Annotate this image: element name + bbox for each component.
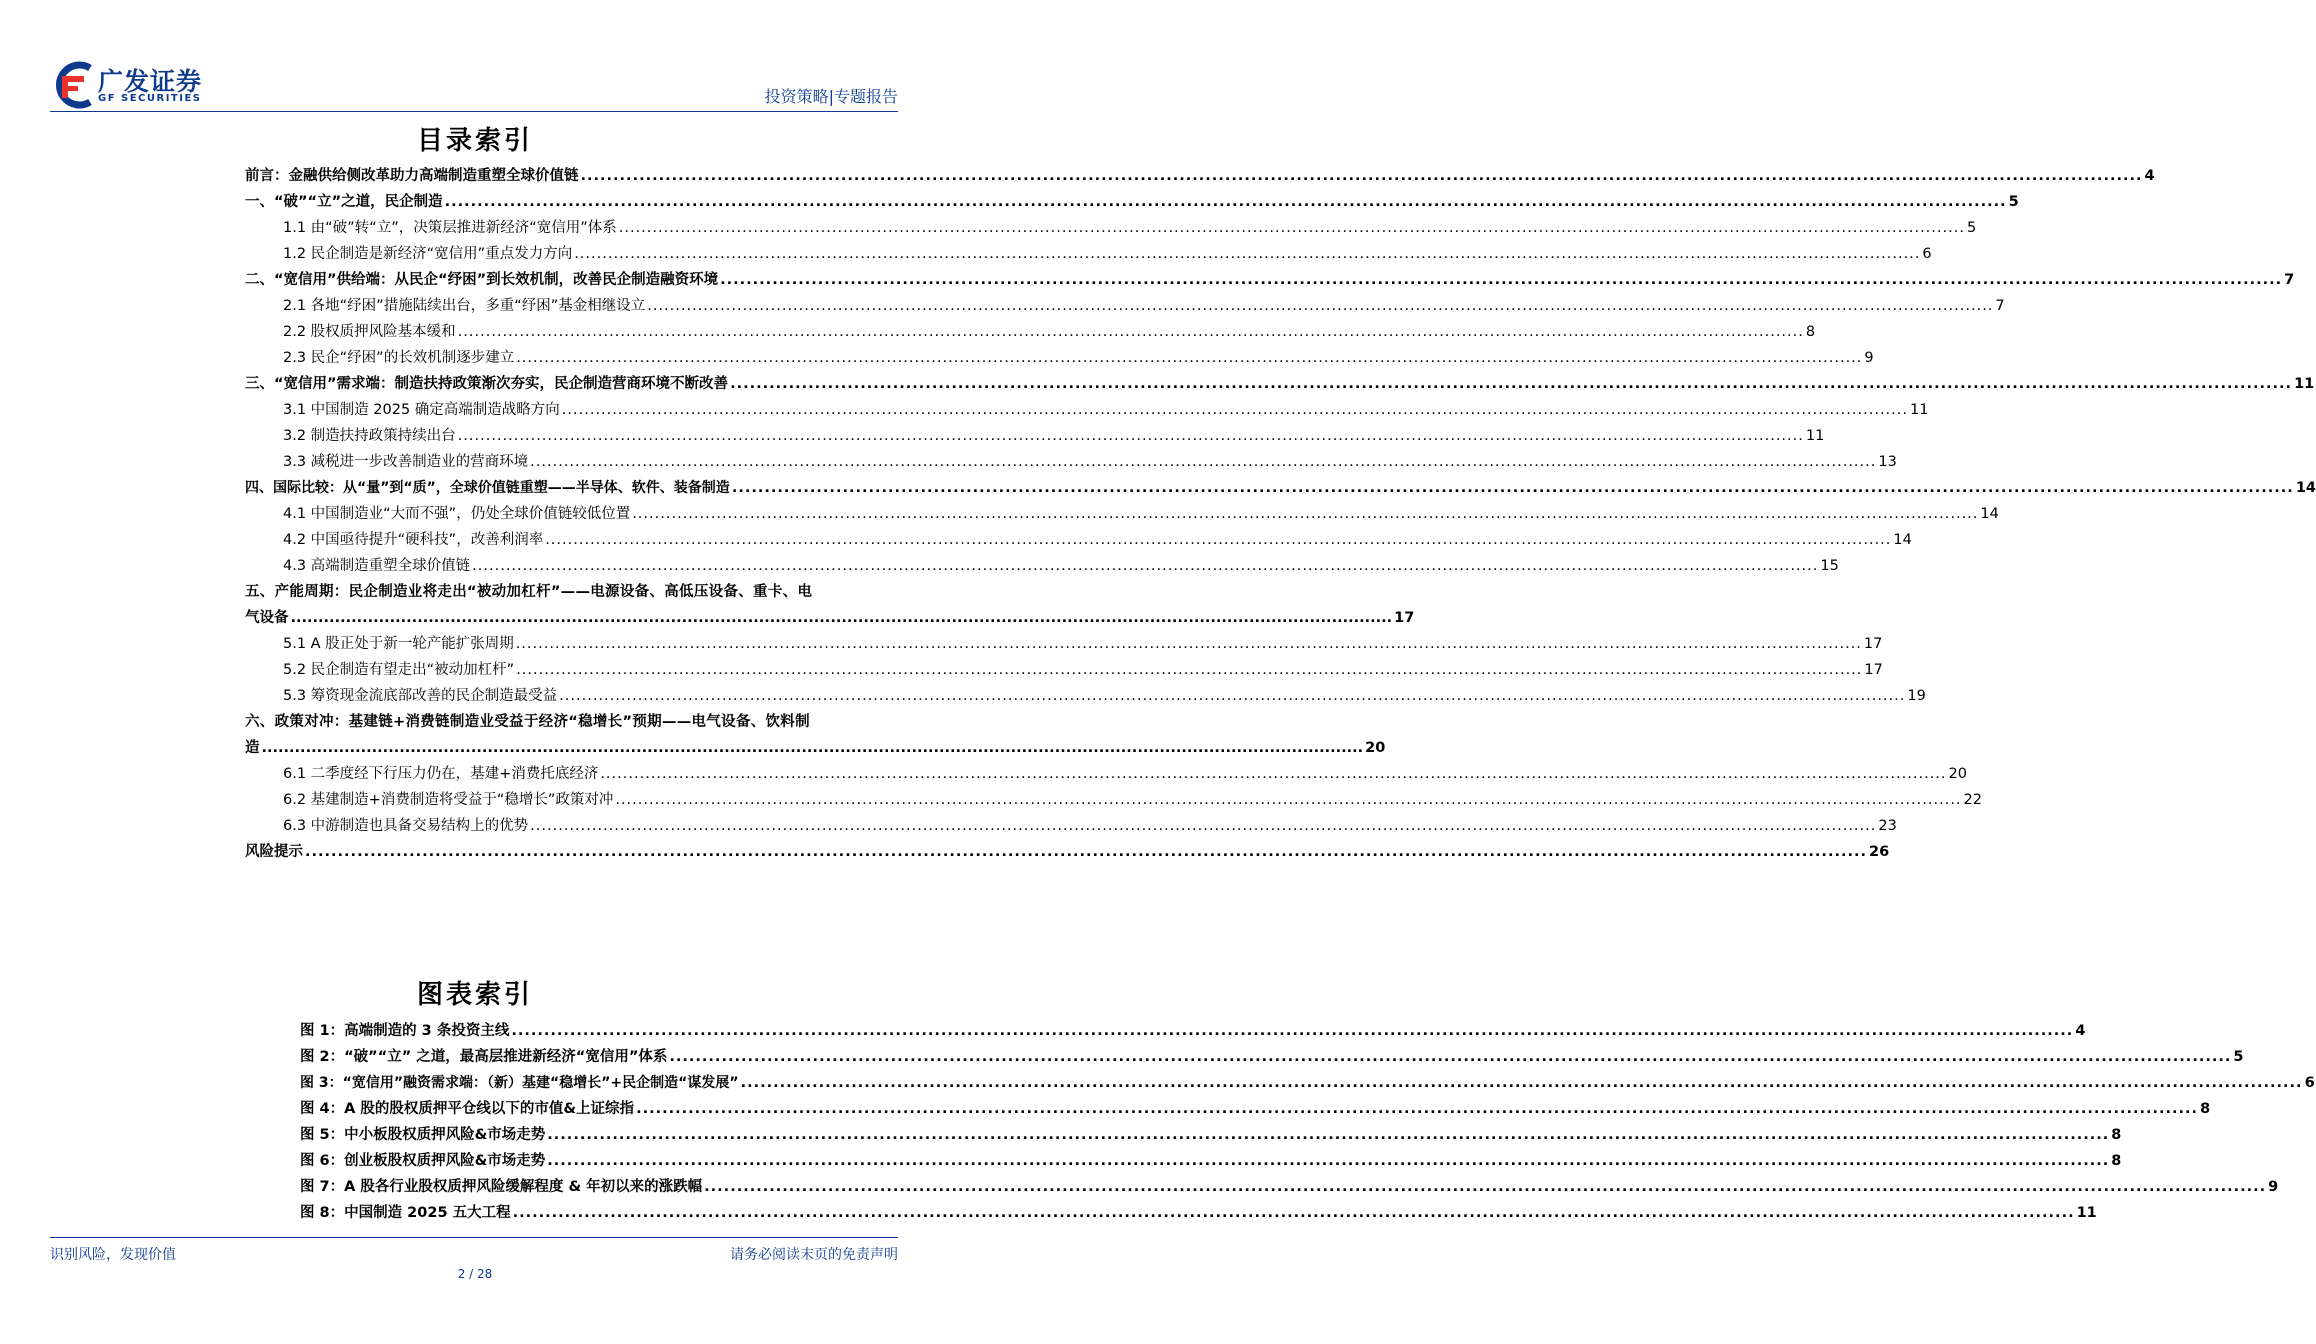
toc-entry-page: 17 <box>1864 662 1883 678</box>
toc-entry-page: 5 <box>1966 220 1977 236</box>
toc-entry-page: 17 <box>1863 636 1883 652</box>
toc-entry-title: 4.1 中国制造业“大而不强”，仍处全球价值链较低位置 <box>283 506 631 522</box>
toc-entry-page: 8 <box>1805 324 1816 340</box>
toc-entry-title-line2: 造 <box>245 740 260 756</box>
toc-entry[interactable] <box>245 371 2315 397</box>
figure-entry[interactable] <box>300 1070 2315 1096</box>
gf-securities-logo <box>50 62 210 110</box>
figure-entry-title: 图 4：A 股的股权质押平仓线以下的市值&上证综指 <box>300 1101 635 1117</box>
figure-entry-page: 8 <box>2111 1127 2122 1143</box>
report-type-label: 投资策略|专题报告 <box>764 87 898 106</box>
toc-entry-title-line1: 五、产能周期：民企制造业将走出“被动加杠杆”——电源设备、高低压设备、重卡、电 <box>245 584 813 600</box>
footer-disclaimer-link[interactable]: 请务必阅读末页的免责声明 <box>730 1247 898 1263</box>
toc-entry[interactable] <box>245 501 1999 527</box>
figure-entry-title: 图 7：A 股各行业股权质押风险缓解程度 & 年初以来的涨跌幅 <box>300 1179 703 1195</box>
toc-entry[interactable] <box>245 319 1816 345</box>
toc-entry-title-line1: 六、政策对冲：基建链+消费链制造业受益于经济“稳增长”预期——电气设备、饮料制 <box>245 714 810 730</box>
toc-entry-page: 9 <box>1864 350 1874 366</box>
figure-entry[interactable] <box>300 1096 2211 1122</box>
figure-entry[interactable] <box>300 1148 2122 1174</box>
toc-entry-page: 14 <box>2295 480 2316 496</box>
toc-entry-title: 3.3 减税进一步改善制造业的营商环境 <box>283 454 529 470</box>
figure-entry-title: 图 1：高端制造的 3 条投资主线 <box>300 1023 510 1039</box>
logo-text-cn: 广发证券 <box>98 67 203 96</box>
toc-entry[interactable] <box>245 631 1883 657</box>
toc-entry-page: 5 <box>2008 194 2019 210</box>
toc-entry-page: 11 <box>1805 428 1825 444</box>
toc-entry-title: 一、“破”“立”之道，民企制造 <box>245 194 443 210</box>
toc-entry-title: 1.1 由“破”转“立”，决策层推进新经济“宽信用”体系 <box>283 220 617 236</box>
toc-entry[interactable] <box>245 683 1926 709</box>
toc-entry[interactable] <box>245 163 2155 189</box>
page-number: 2 / 28 <box>457 1267 493 1281</box>
toc-entry-page: 19 <box>1907 688 1926 704</box>
figure-entry-title: 图 3：“宽信用”融资需求端：（新）基建“稳增长”+民企制造“谋发展” <box>300 1075 739 1091</box>
toc-entry[interactable] <box>245 813 1897 839</box>
toc-entry-page: 17 <box>1394 610 1415 626</box>
figure-entry-title: 图 2：“破”“立” 之道，最高层推进新经济“宽信用”体系 <box>300 1049 668 1065</box>
toc-entry[interactable] <box>245 397 1929 423</box>
figure-entry-page: 11 <box>2076 1205 2097 1221</box>
footer-slogan: 识别风险，发现价值 <box>50 1247 176 1263</box>
toc-entry-title: 1.2 民企制造是新经济“宽信用”重点发力方向 <box>283 246 573 262</box>
figure-entry-page: 8 <box>2111 1153 2122 1169</box>
toc-entry-title: 三、“宽信用”需求端：制造扶持政策渐次夯实，民企制造营商环境不断改善 <box>245 376 729 392</box>
toc-entry[interactable] <box>245 527 1912 553</box>
figure-entry-title: 图 5：中小板股权质押风险&市场走势 <box>300 1127 546 1143</box>
toc-entry-page: 11 <box>2294 376 2315 392</box>
figure-entry[interactable] <box>300 1044 2244 1070</box>
toc-entry[interactable] <box>245 787 1982 813</box>
toc-entry[interactable] <box>245 267 2295 293</box>
toc-entry[interactable] <box>245 345 1874 371</box>
toc-entry-page: 11 <box>1910 402 1929 418</box>
toc-entry-title: 前言：金融供给侧改革助力高端制造重塑全球价值链 <box>245 168 579 184</box>
toc-entry-title: 5.1 A 股正处于新一轮产能扩张周期 <box>283 636 514 652</box>
toc-entry-page: 4 <box>2144 168 2155 184</box>
toc-entry-page: 22 <box>1963 792 1982 808</box>
toc-title: 目录索引 <box>416 126 533 156</box>
toc-entry-title: 5.3 筹资现金流底部改善的民企制造最受益 <box>283 688 558 704</box>
figure-entry-page: 9 <box>2268 1179 2279 1195</box>
footer-divider <box>50 1237 898 1238</box>
toc-entry-page: 7 <box>2284 272 2295 288</box>
toc-entry[interactable] <box>245 553 1839 579</box>
toc-entry-title: 风险提示 <box>245 844 303 860</box>
toc-entry-title: 6.1 二季度经下行压力仍在，基建+消费托底经济 <box>283 766 599 782</box>
toc-entry[interactable] <box>245 215 1977 241</box>
toc-entry[interactable] <box>245 189 2019 215</box>
figure-entry-page: 6 <box>2304 1075 2315 1091</box>
gf-logo-mark-icon <box>50 62 94 108</box>
toc-entry[interactable] <box>245 761 1967 787</box>
figure-entry[interactable] <box>300 1122 2122 1148</box>
toc-entry-page: 26 <box>1869 844 1890 860</box>
toc-entry[interactable] <box>245 293 2005 319</box>
toc-entry-title: 6.2 基建制造+消费制造将受益于“稳增长”政策对冲 <box>283 792 614 808</box>
toc-entry-page: 20 <box>1365 740 1386 756</box>
figure-entry-page: 4 <box>2075 1023 2086 1039</box>
toc-entry-title: 3.2 制造扶持政策持续出台 <box>283 428 456 444</box>
toc-entry-page: 7 <box>1995 298 2005 314</box>
toc-entry[interactable] <box>245 423 1825 449</box>
toc-entry-page: 6 <box>1922 246 1932 262</box>
toc-entry[interactable]: 五、产能周期：民企制造业将走出“被动加杠杆”——电源设备、高低压设备、重卡、电 气设备 ........................................................................................................................................................................................................ 17 <box>245 579 897 631</box>
figure-entry-page: 5 <box>2233 1049 2244 1065</box>
toc-entry[interactable] <box>245 241 1932 267</box>
toc-entry-page: 15 <box>1820 558 1839 574</box>
figure-index-title: 图表索引 <box>416 980 533 1010</box>
logo-text-en: GF SECURITIES <box>98 93 202 104</box>
toc-entry-page: 14 <box>1980 506 1999 522</box>
toc-entry[interactable] <box>245 475 2316 501</box>
toc-entry-title: 4.2 中国亟待提升“硬科技”，改善利润率 <box>283 532 544 548</box>
figure-entry-title: 图 8：中国制造 2025 五大工程 <box>300 1205 511 1221</box>
toc-entry-title: 2.1 各地“纾困”措施陆续出台，多重“纾困”基金相继设立 <box>283 298 646 314</box>
toc-entry[interactable] <box>245 839 1890 865</box>
toc-entry[interactable] <box>245 657 1883 683</box>
toc-entry-title: 6.3 中游制造也具备交易结构上的优势 <box>283 818 529 834</box>
toc-entry-page: 14 <box>1893 532 1912 548</box>
toc-entry-page: 13 <box>1878 454 1897 470</box>
page-header <box>0 0 950 120</box>
figure-entry-title: 图 6：创业板股权质押风险&市场走势 <box>300 1153 546 1169</box>
toc-entry[interactable] <box>245 449 1897 475</box>
toc-entry-title: 4.3 高端制造重塑全球价值链 <box>283 558 471 574</box>
figure-entry[interactable] <box>300 1200 2097 1226</box>
toc-entry-page: 23 <box>1878 818 1897 834</box>
figure-entry[interactable] <box>300 1174 2279 1200</box>
figure-entry-page: 8 <box>2200 1101 2211 1117</box>
toc-entry-title: 二、“宽信用”供给端：从民企“纾困”到长效机制，改善民企制造融资环境 <box>245 272 719 288</box>
toc-entry-title: 2.2 股权质押风险基本缓和 <box>283 324 456 340</box>
toc-entry-title: 3.1 中国制造 2025 确定高端制造战略方向 <box>283 402 560 418</box>
toc-entry[interactable]: 六、政策对冲：基建链+消费链制造业受益于经济“稳增长”预期——电气设备、饮料制 造 ........................................................................................................................................................................................................ 20 <box>245 709 897 761</box>
figure-entry[interactable] <box>300 1018 2086 1044</box>
toc-entry-title: 2.3 民企“纾困”的长效机制逐步建立 <box>283 350 515 366</box>
toc-entry-title-line2: 气设备 <box>245 610 289 626</box>
header-divider <box>50 111 898 112</box>
toc-entry-page: 20 <box>1948 766 1967 782</box>
toc-entry-title: 5.2 民企制造有望走出“被动加杠杆” <box>283 662 515 678</box>
toc-entry-title: 四、国际比较：从“量”到“质”，全球价值链重塑——半导体、软件、装备制造 <box>245 480 730 496</box>
